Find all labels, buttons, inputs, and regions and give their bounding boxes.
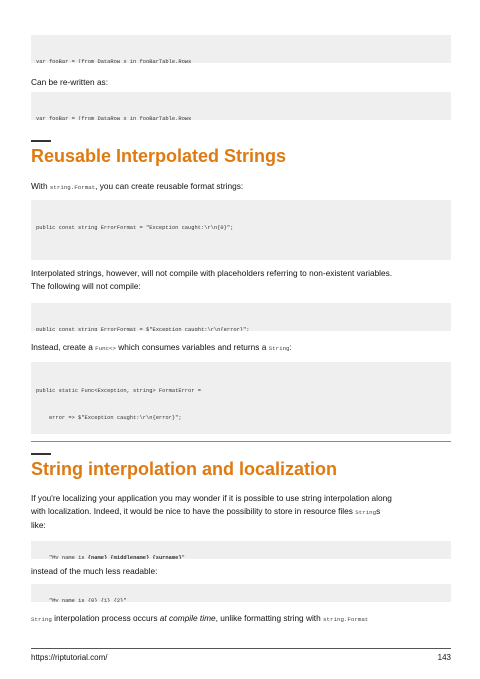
code-block-cs0103 (31, 303, 451, 331)
code-block-interpolated (31, 92, 451, 120)
inline-code: string.Format (49, 184, 96, 191)
paragraph-func: Instead, create a Func<> which consumes variables and returns a String: (31, 342, 292, 352)
paragraph-compile-warning: Interpolated strings, however, will not compile with placeholders referring to non-existent variables. The following will not compile: (31, 268, 393, 291)
inline-code: String (31, 616, 52, 623)
inline-code: string.Format (323, 616, 369, 623)
code-block-func-format-error (31, 362, 451, 434)
paragraph-rewritten: Can be re-written as: (31, 77, 109, 87)
inline-code: Func<> (95, 345, 116, 352)
code-line: error => $"Exception caught:\r\n{error}"; (36, 415, 182, 421)
code-line (36, 251, 446, 260)
section-heading-reusable: Reusable Interpolated Strings (31, 146, 287, 166)
section-heading-localization: String interpolation and localization (31, 459, 338, 479)
heading-accent-bar (31, 453, 51, 455)
code-line: var fooBar = (from DataRow x in fooBarTable.Rows (36, 59, 192, 63)
footer-url-link[interactable]: https://riptutorial.com/ (31, 653, 108, 662)
paragraph-string-format: With string.Format, you can create reusable format strings: (31, 181, 244, 191)
footer-divider (31, 648, 451, 649)
heading-accent-bar (31, 140, 51, 142)
code-line: public static Func<Exception, string> FormatError = (36, 388, 201, 394)
code-block-format (31, 35, 451, 63)
code-block-error-format (31, 200, 451, 260)
code-block-named-placeholders: "My name is {name} {middlename} {surname}" (31, 541, 451, 559)
inline-code: String (268, 345, 290, 352)
page-number: 143 (437, 653, 451, 662)
code-block-indexed-placeholders: "My name is {0} {1} {2}" (31, 584, 451, 602)
code-line: var fooBar = (from DataRow x in fooBarTable.Rows (36, 116, 192, 120)
inline-code: String (355, 508, 377, 516)
code-line: public const string ErrorFormat = $"Exception caught:\r\n{error}"; (36, 327, 250, 331)
code-line: public const string ErrorFormat = "Exception caught:\r\n{0}"; (36, 225, 234, 231)
section-divider (31, 441, 451, 442)
paragraph-compile-time: String interpolation process occurs at compile time, unlike formatting string with string.Format (31, 613, 369, 623)
paragraph-less-readable: instead of the much less readable: (31, 566, 158, 576)
paragraph-localization: If you're localizing your application you may wonder if it is possible to use string interpolation along with localization. Indeed, it would be nice to have the possibility to store in resource files Strings like: (31, 493, 392, 530)
